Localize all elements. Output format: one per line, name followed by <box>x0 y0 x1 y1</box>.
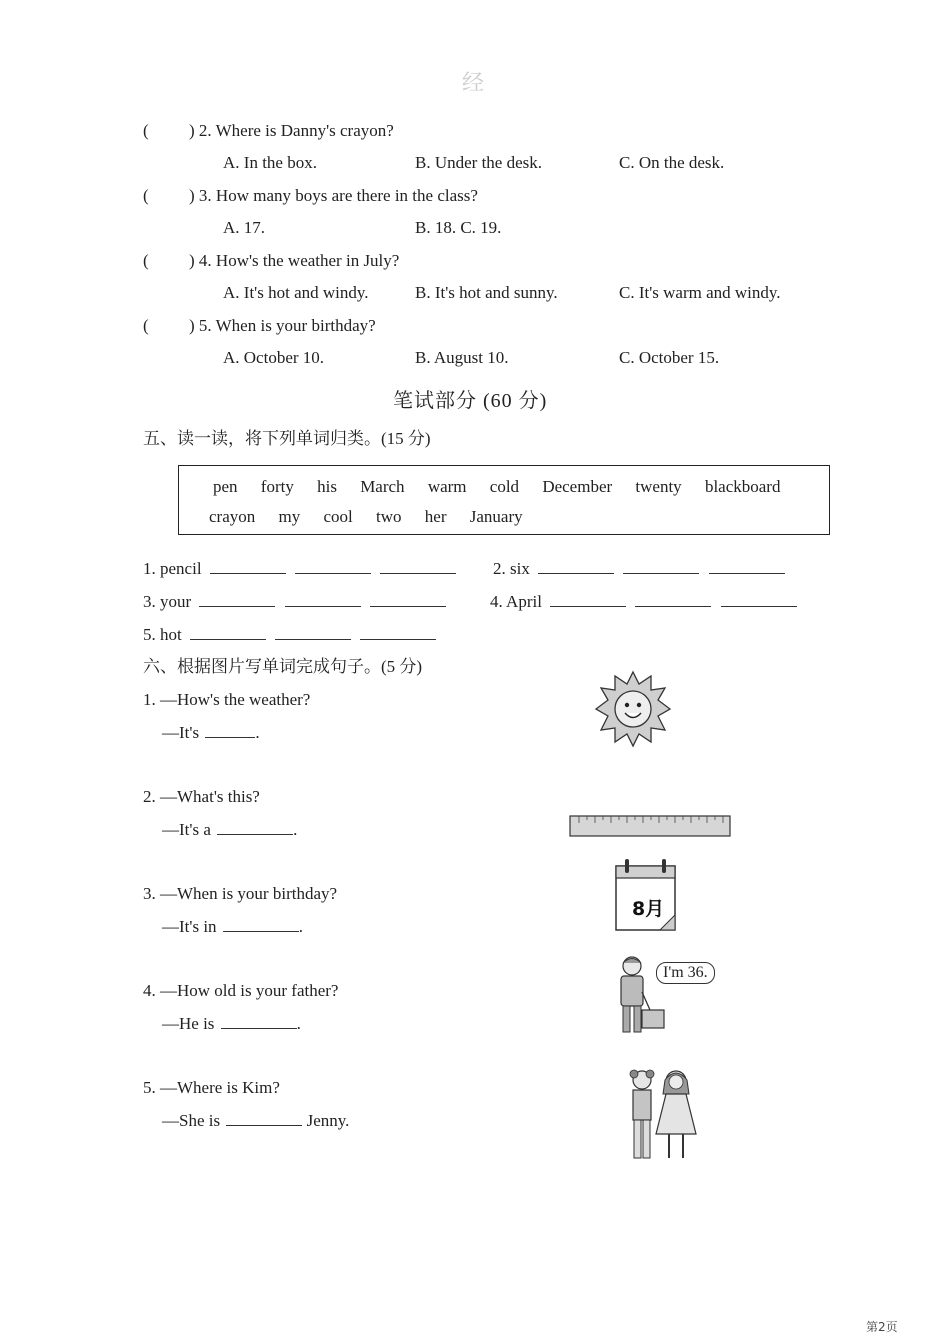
answer-blank[interactable] <box>190 624 266 640</box>
picture-answer-1: —It's . <box>162 723 260 742</box>
option-c: C. October 15. <box>619 348 720 367</box>
answer-blank[interactable] <box>275 624 351 640</box>
option-b: B. August 10. <box>415 348 509 367</box>
word: two <box>376 507 402 526</box>
option-a: A. October 10. <box>223 348 325 367</box>
answer-blank[interactable] <box>221 1013 297 1029</box>
picture-question-5: 5. —Where is Kim? <box>143 1078 280 1097</box>
answer-blank[interactable] <box>205 722 255 738</box>
answer-blank[interactable] <box>199 591 275 607</box>
word-bank-row-2 <box>209 507 542 527</box>
option-c: C. On the desk. <box>619 153 725 172</box>
word: pen <box>213 477 238 496</box>
category-4: 4. April <box>490 591 797 613</box>
page-number: 第2页 <box>866 1320 898 1334</box>
word: December <box>542 477 613 496</box>
question-5: ( ) 5. When is your birthday? <box>143 316 376 335</box>
answer-blank[interactable] <box>285 591 361 607</box>
calendar-date: 8月 <box>632 898 665 920</box>
word: his <box>317 477 337 496</box>
word: twenty <box>635 477 682 496</box>
answer-blank[interactable] <box>226 1110 302 1126</box>
picture-answer-3: —It's in . <box>162 917 304 936</box>
answer-blank[interactable] <box>721 591 797 607</box>
answer-blank[interactable] <box>210 558 286 574</box>
picture-question-3: 3. —When is your birthday? <box>143 884 338 903</box>
picture-answer-2: —It's a . <box>162 820 298 839</box>
word-bank-box <box>178 465 830 535</box>
answer-blank[interactable] <box>623 558 699 574</box>
picture-question-2: 2. —What's this? <box>143 787 260 806</box>
answer-blank[interactable] <box>550 591 626 607</box>
answer-paren: ( <box>143 186 149 205</box>
father-illustration <box>612 952 724 1036</box>
picture-question-1: 1. —How's the weather? <box>143 690 311 709</box>
category-5: 5. hot <box>143 624 436 646</box>
section6-title: 六、根据图片写单词完成句子。(5 分) <box>143 657 423 676</box>
word: her <box>424 507 447 526</box>
answer-paren: ( <box>143 251 149 270</box>
answer-blank[interactable] <box>635 591 711 607</box>
answer-blank[interactable] <box>295 558 371 574</box>
two-girls-illustration <box>626 1066 701 1164</box>
written-part-title: 笔试部分 (60 分) <box>393 390 548 412</box>
word: crayon <box>209 507 256 526</box>
word: March <box>360 477 405 496</box>
answer-blank[interactable] <box>217 819 293 835</box>
option-c: C. It's warm and windy. <box>619 283 781 302</box>
picture-question-4: 4. —How old is your father? <box>143 981 339 1000</box>
option-b: B. It's hot and sunny. <box>415 283 558 302</box>
word: warm <box>427 477 467 496</box>
option-a: A. In the box. <box>223 153 317 172</box>
watermark: 经 <box>462 70 483 95</box>
section5-title: 五、读一读，将下列单词归类。(15 分) <box>143 429 431 448</box>
category-2: 2. six <box>493 558 785 580</box>
picture-answer-5: —She is Jenny. <box>162 1111 350 1130</box>
answer-blank[interactable] <box>709 558 785 574</box>
answer-blank[interactable] <box>223 916 299 932</box>
sun-illustration <box>594 670 672 748</box>
word: cool <box>323 507 353 526</box>
word: cold <box>489 477 520 496</box>
answer-blank[interactable] <box>538 558 614 574</box>
ruler-illustration <box>569 814 732 839</box>
answer-blank[interactable] <box>380 558 456 574</box>
word: blackboard <box>704 477 781 496</box>
question-3: ( ) 3. How many boys are there in the class? <box>143 186 478 205</box>
option-b: B. Under the desk. <box>415 153 543 172</box>
speech-bubble: I'm 36. <box>656 962 715 984</box>
answer-paren: ( <box>143 121 149 140</box>
word: January <box>469 507 523 526</box>
picture-answer-4: —He is . <box>162 1014 301 1033</box>
category-3: 3. your <box>143 591 446 613</box>
category-1: 1. pencil <box>143 558 456 580</box>
answer-blank[interactable] <box>360 624 436 640</box>
answer-blank[interactable] <box>370 591 446 607</box>
calendar-illustration <box>615 858 677 932</box>
option-a: A. 17. <box>223 218 266 237</box>
question-2: ( ) 2. Where is Danny's crayon? <box>143 121 394 140</box>
answer-paren: ( <box>143 316 149 335</box>
word: forty <box>260 477 294 496</box>
question-4: ( ) 4. How's the weather in July? <box>143 251 400 270</box>
word: my <box>278 507 301 526</box>
option-b: B. 18. C. 19. <box>415 218 502 237</box>
word-bank-row-1 <box>213 477 799 497</box>
option-a: A. It's hot and windy. <box>223 283 369 302</box>
